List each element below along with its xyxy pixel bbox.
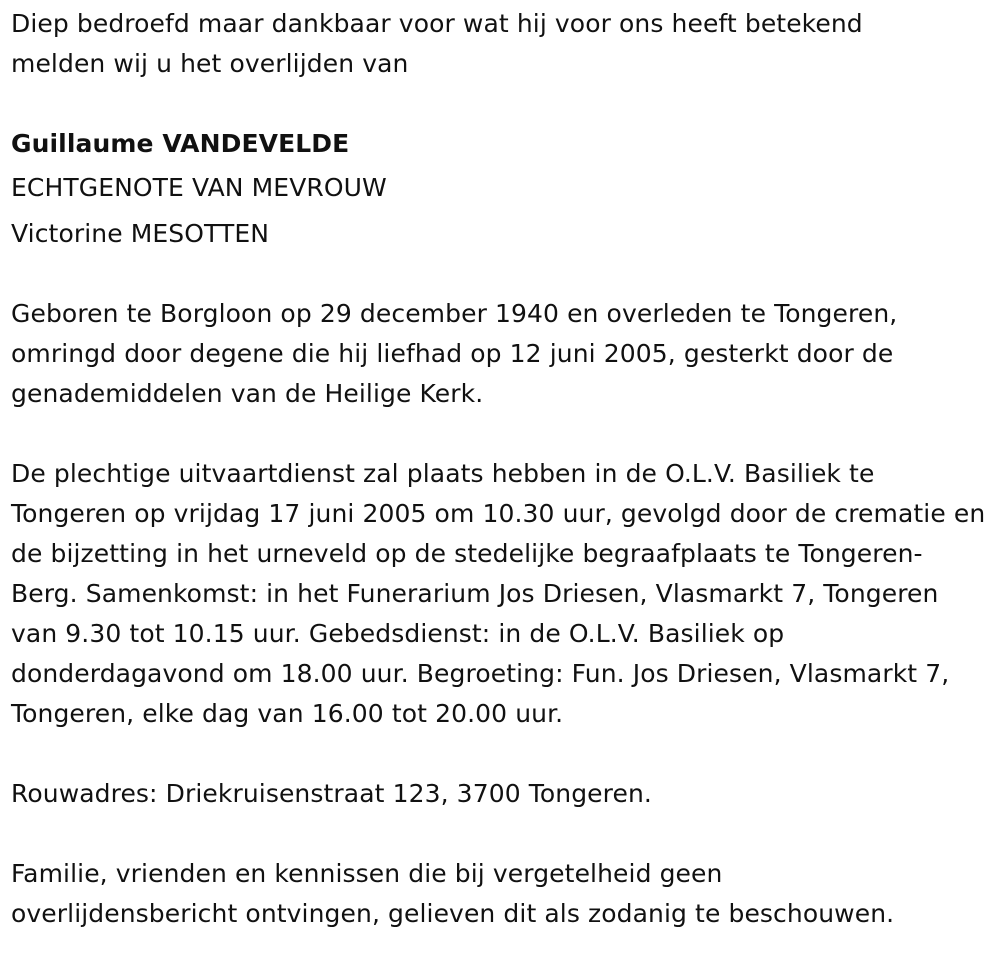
mourning-address: Rouwadres: Driekruisenstraat 123, 3700 Tongeren. [11,779,652,808]
spouse-title: ECHTGENOTE VAN MEVROUW [11,173,387,202]
intro-text: Diep bedroefd maar dankbaar voor wat hij voor ons heeft betekend melden wij u het overlijden van [11,9,863,78]
funeral-details-text: De plechtige uitvaartdienst zal plaats hebben in de O.L.V. Basiliek te Tongeren op vrijdag 17 juni 2005 om 10.30 uur, gevolgd door de crematie en de bijzetting in het urneveld op de stedelijke begraafplaats te Tongeren-Berg. Samenkomst: in het Funerarium Jos Driesen, Vlasmarkt 7, Tongeren van 9.30 tot 10.15 uur. Gebedsdienst: in de O.L.V. Basiliek op donderdagavond om 18.00 uur. Begroeting: Fun. Jos Driesen, Vlasmarkt 7, Tongeren, elke dag van 16.00 tot 20.00 uur. [11,459,986,728]
deceased-name: Guillaume VANDEVELDE [11,129,350,158]
closing-text: Familie, vrienden en kennissen die bij vergetelheid geen overlijdensbericht ontvingen, gelieven dit als zodanig te beschouwen. [11,859,895,928]
spacer [11,84,986,124]
spacer [11,734,986,774]
birth-death-text: Geboren te Borgloon op 29 december 1940 en overleden te Tongeren, omringd door degene die hij liefhad op 12 juni 2005, gesterkt door de genademiddelen van de Heilige Kerk. [11,299,898,408]
spouse-name: Victorine MESOTTEN [11,219,270,248]
spacer [11,814,986,854]
obituary-notice [11,4,986,934]
spacer [11,414,986,454]
spacer [11,256,986,294]
